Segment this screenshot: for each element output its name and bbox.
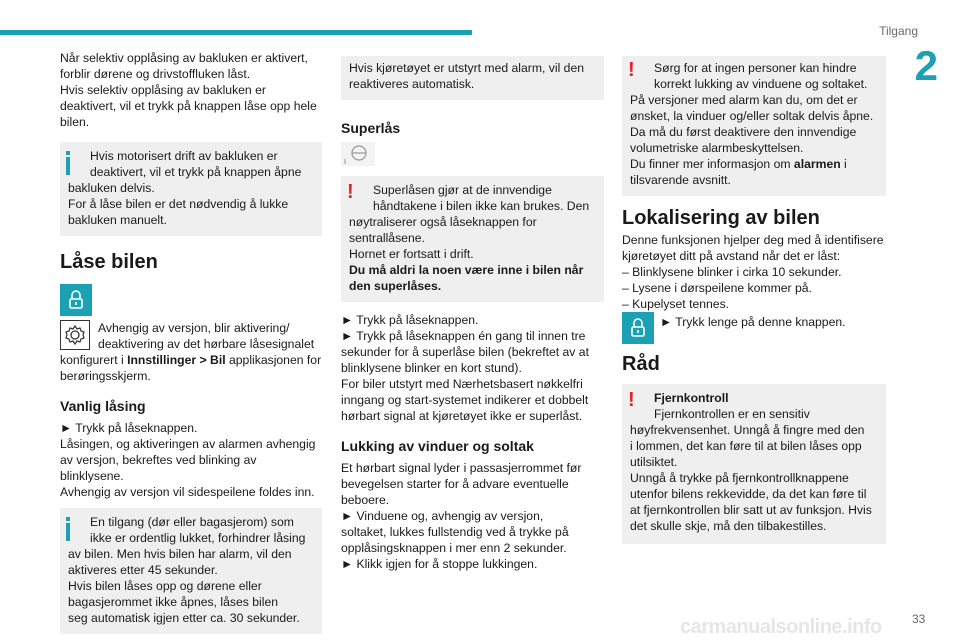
warning-icon: !: [628, 59, 635, 81]
intro-line: bilen.: [60, 115, 90, 129]
alarm-reactivation-box: Hvis kjøretøyet er utstyrt med alarm, vil den reaktiveres automatisk.: [341, 56, 604, 100]
intro-line: Hvis selektiv opplåsing av bakluken er: [60, 83, 266, 97]
gear-icon: [60, 320, 90, 350]
heading-advice: Råd: [622, 353, 660, 375]
warning-icon: !: [628, 389, 635, 411]
heading-normal-lock: Vanlig låsing: [60, 398, 146, 414]
column-3: ! Sørg for at ingen personer kan hindre korrekt lukking av vinduene og soltaket. På versjoner med alarm kan du, om det er ønsket, la vinduer og/eller soltak delvis åpne. Da må du først deaktivere den innvendige volumetriske alarmbeskyttelsen. Du finner mer informasjon om alarmen i tilsvarende avsnitt. Lokalisering av bilen Denne funksjonen hjelper deg med å identifisere kjøretøyet ditt på avstand når det er låst: – Blinklysene blinker i cirka 10 sekunder. – Lysene i dørspeilene kommer på. – Kupelyset tennes. ► Trykk lenge på denne knappen. Råd ! Fjernkontroll Fjernkontrollen er en sensitiv høyfrekvensenhet. Unngå å fingre med den i lommen, det kan føre til at bilen låses opp utilsiktet. Unngå å trykke på fjernkontrollknappene utenfor bilens rekkevidde, da det kan føre til at fjernkontrollen blir satt ut av funksjon. Hvis det skulle skje, må den tilbakestilles.: [622, 56, 886, 544]
column-1: Når selektiv opplåsing av bakluken er aktivert, forblir dørene og drivstoffluken låst. Hvis selektiv opplåsing av bakluken er deaktivert, vil et trykk på knappen låse opp hele bilen. Hvis motorisert drift av bakluken er deaktivert, vil et trykk på knappen åpne bakluken delvis. For å låse bilen er det nødvendig å lukke bakluken manuelt. Låse bilen Avhengig av versjon, blir aktivering/ deaktivering av det hørbare låsesignalet konfigurert i Innstillinger > Bil applikasjonen for berøringsskjerm. Vanlig låsing ► Trykk på låseknappen. Låsingen, og aktiveringen av alarmen avhengig av versjon, bekreftes ved blinking av blinklysene. Avhengig av versjon vil sidespeilene foldes inn. En tilgang (dør eller bagasjerom) som ikke er ordentlig lukket, forhindrer låsing av bilen. Men hvis bilen har alarm, vil den aktiveres etter 45 sekunder. Hvis bilen låses opp og dørene eller bagasjerommet ikke åpnes, låses bilen seg automatisk igjen etter ca. 30 sekunder.: [60, 50, 322, 634]
info-icon: [66, 517, 70, 541]
lock-icon: [622, 312, 654, 344]
steering-wheel-icon: [341, 142, 375, 166]
watermark: carmanualsonline.info: [680, 616, 882, 638]
header-accent-bar: [0, 30, 472, 35]
heading-locate-car: Lokalisering av bilen: [622, 207, 820, 229]
heading-windows-sunroof: Lukking av vinduer og soltak: [341, 438, 534, 454]
column-2: Hvis kjøretøyet er utstyrt med alarm, vil den reaktiveres automatisk. Superlås ! Superlåsen gjør at de innvendige håndtakene i bilen ikke kan brukes. Den nøytraliserer også låseknappen for sentrallåsene. Hornet er fortsatt i drift. Du må aldri la noen være inne i bilen når den superlåses. ► Trykk på låseknappen. ► Trykk på låseknappen én gang til innen tre sekunder for å superlåse bilen (bekreftet av at blinklysene blinker en kort stund). For biler utstyrt med Nærhetsbasert nøkkelfri inngang og start-systemet indikerer et dobbelt hørbart signal at kjøretøyet ikke er superlåst. Lukking av vinduer og soltak Et hørbart signal lyder i passasjerrommet før bevegelsen starter for å advare eventuelle beboere. ► Vinduene og, avhengig av versjon, soltaket, lukkes fullstendig ved å trykke på opplåsingsknappen i mer enn 2 sekunder. ► Klikk igjen for å stoppe lukkingen.: [341, 56, 604, 572]
warning-icon: !: [347, 181, 354, 203]
warning-box-superlock: ! Superlåsen gjør at de innvendige håndtakene i bilen ikke kan brukes. Den nøytraliserer også låseknappen for sentrallåsene. Hornet er fortsatt i drift. Du må aldri la noen være inne i bilen når den superlåses.: [341, 176, 604, 302]
lock-icon-tile: [60, 284, 92, 316]
info-box-tailgate: Hvis motorisert drift av bakluken er deaktivert, vil et trykk på knappen åpne bakluken delvis. For å låse bilen er det nødvendig å lukke bakluken manuelt.: [60, 142, 322, 236]
intro-line: forblir dørene og drivstoffluken låst.: [60, 67, 251, 81]
chapter-number: 2: [914, 42, 938, 89]
warning-box-remote: ! Fjernkontroll Fjernkontrollen er en sensitiv høyfrekvensenhet. Unngå å fingre med den i lommen, det kan føre til at bilen låses opp utilsiktet. Unngå å trykke på fjernkontrollknappene utenfor bilens rekkevidde, da det kan føre til at fjernkontrollen blir satt ut av funksjon. Hvis det skulle skje, må den tilbakestilles.: [622, 384, 886, 544]
heading-lock-car: Låse bilen: [60, 251, 158, 273]
lock-icon-tile: [622, 312, 654, 344]
intro-line: Når selektiv opplåsing av bakluken er aktivert,: [60, 51, 308, 65]
lock-icon: [60, 284, 92, 316]
page-number: 33: [912, 612, 926, 626]
intro-line: deaktivert, vil et trykk på knappen låse opp hele: [60, 99, 317, 113]
warning-box-windows: ! Sørg for at ingen personer kan hindre korrekt lukking av vinduene og soltaket. På versjoner med alarm kan du, om det er ønsket, la vinduer og/eller soltak delvis åpne. Da må du først deaktivere den innvendige volumetriske alarmbeskyttelsen. Du finner mer informasjon om alarmen i tilsvarende avsnitt.: [622, 56, 886, 196]
section-title: Tilgang: [879, 24, 918, 38]
info-icon: [66, 151, 70, 175]
info-box-access: En tilgang (dør eller bagasjerom) som ikke er ordentlig lukket, forhindrer låsing av bilen. Men hvis bilen har alarm, vil den aktiveres etter 45 sekunder. Hvis bilen låses opp og dørene eller bagasjerommet ikke åpnes, låses bilen seg automatisk igjen etter ca. 30 sekunder.: [60, 508, 322, 634]
heading-superlock: Superlås: [341, 120, 401, 136]
